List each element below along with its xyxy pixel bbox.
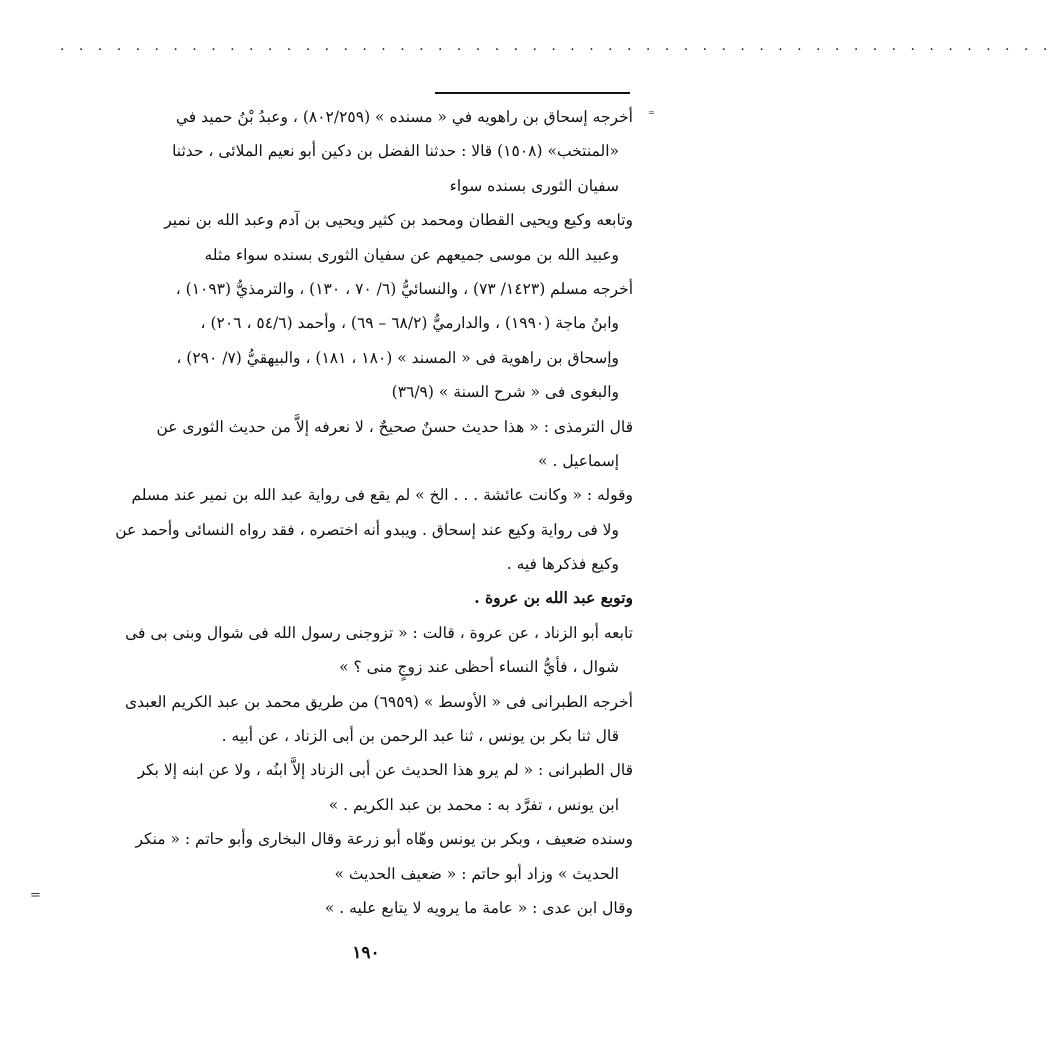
text-line: وإسحاق بن راهوية فى « المسند » (١٨٠ ، ١٨١) ، والبيهقيُّ (٧/ ٢٩٠) ، <box>176 348 619 367</box>
dotted-separator: . . . . . . . . . . . . . . . . . . . . . . . . . . . . . . . . . . . . . . . . . . . . . . . . . . . . . <box>60 38 1052 54</box>
text-line: وكيع فذكرها فيه . <box>506 555 619 574</box>
text-line: تابعه أبو الزناد ، عن عروة ، قالت : « تزوجنى رسول الله فى شوال وبنى بى فى <box>125 623 633 642</box>
text-line: وابنُ ماجة (١٩٩٠) ، والدارميُّ (٦٨/٢ – ٦٩) ، وأحمد (٥٤/٦ ، ٢٠٦) ، <box>200 314 619 333</box>
text-line: قال الطبرانى : « لم يرو هذا الحديث عن أبى الزناد إلاَّ ابنُه ، ولا عن ابنه إلا بكر <box>137 761 633 780</box>
text-line: أخرجه مسلم (١٤٢٣/ ٧٣) ، والنسائيُّ (٦/ ٧٠ ، ١٣٠) ، والترمذيُّ (١٠٩٣) ، <box>175 279 633 298</box>
margin-mark: ⁼ <box>648 108 655 123</box>
text-line: أخرجه إسحاق بن راهويه في « مسنده » (٨٠٢/٢٥٩) ، وعبدُ بْنُ حميد في <box>175 108 633 126</box>
text-line: وقوله : « وكانت عائشة . . . الخ » لم يقع فى رواية عبد الله بن نمير عند مسلم <box>131 486 633 505</box>
text-line: الحديث » وزاد أبو حاتم : « ضعيف الحديث » <box>334 864 619 883</box>
text-line: «المنتخب» (١٥٠٨) قالا : حدثنا الفضل بن دكين أبو نعيم الملائى ، حدثنا <box>172 142 619 161</box>
text-line: قال الترمذى : « هذا حديث حسنٌ صحيحٌ ، لا نعرفه إلاَّ من حديث الثورى عن <box>156 417 633 436</box>
text-line: وتابعه وكيع ويحيى القطان ومحمد بن كثير ويحيى بن آدم وعبد الله بن نمير <box>164 211 633 230</box>
text-line: ولا فى رواية وكيع عند إسحاق . ويبدو أنه اختصره ، فقد رواه النسائى وأحمد عن <box>115 520 619 539</box>
page-number: ١٩٠ <box>352 943 380 963</box>
text-line: وعبيد الله بن موسى جميعهم عن سفيان الثورى بسنده سواء مثله <box>204 245 619 264</box>
body-text <box>58 100 633 925</box>
text-line: ابن يونس ، تفرَّد به : محمد بن عبد الكريم . » <box>328 795 619 814</box>
text-line: وقال ابن عدى : « عامة ما يرويه لا يتابع عليه . » <box>324 898 633 917</box>
text-line: والبغوى فى « شرح السنة » (٣٦/٩) <box>391 383 619 402</box>
text-line: سفيان الثورى بسنده سواء <box>449 176 619 195</box>
text-line: وتوبع عبد الله بن عروة . <box>474 588 633 608</box>
horizontal-rule <box>435 92 630 94</box>
text-line: وسنده ضعيف ، وبكر بن يونس وهّاه أبو زرعة وقال البخارى وأبو حاتم : « منكر <box>135 830 633 849</box>
text-line: شوال ، فأيُّ النساء أحظى عند زوجٍ منى ؟ » <box>339 658 619 677</box>
text-line: أخرجه الطبرانى فى « الأوسط » (٦٩٥٩) من طريق محمد بن عبد الكريم العبدى <box>125 692 633 711</box>
text-line: قال ثنا بكر بن يونس ، ثنا عبد الرحمن بن أبى الزناد ، عن أبيه . <box>221 727 619 746</box>
margin-mark: = <box>30 888 41 903</box>
text-line: إسماعيل . » <box>538 451 619 470</box>
